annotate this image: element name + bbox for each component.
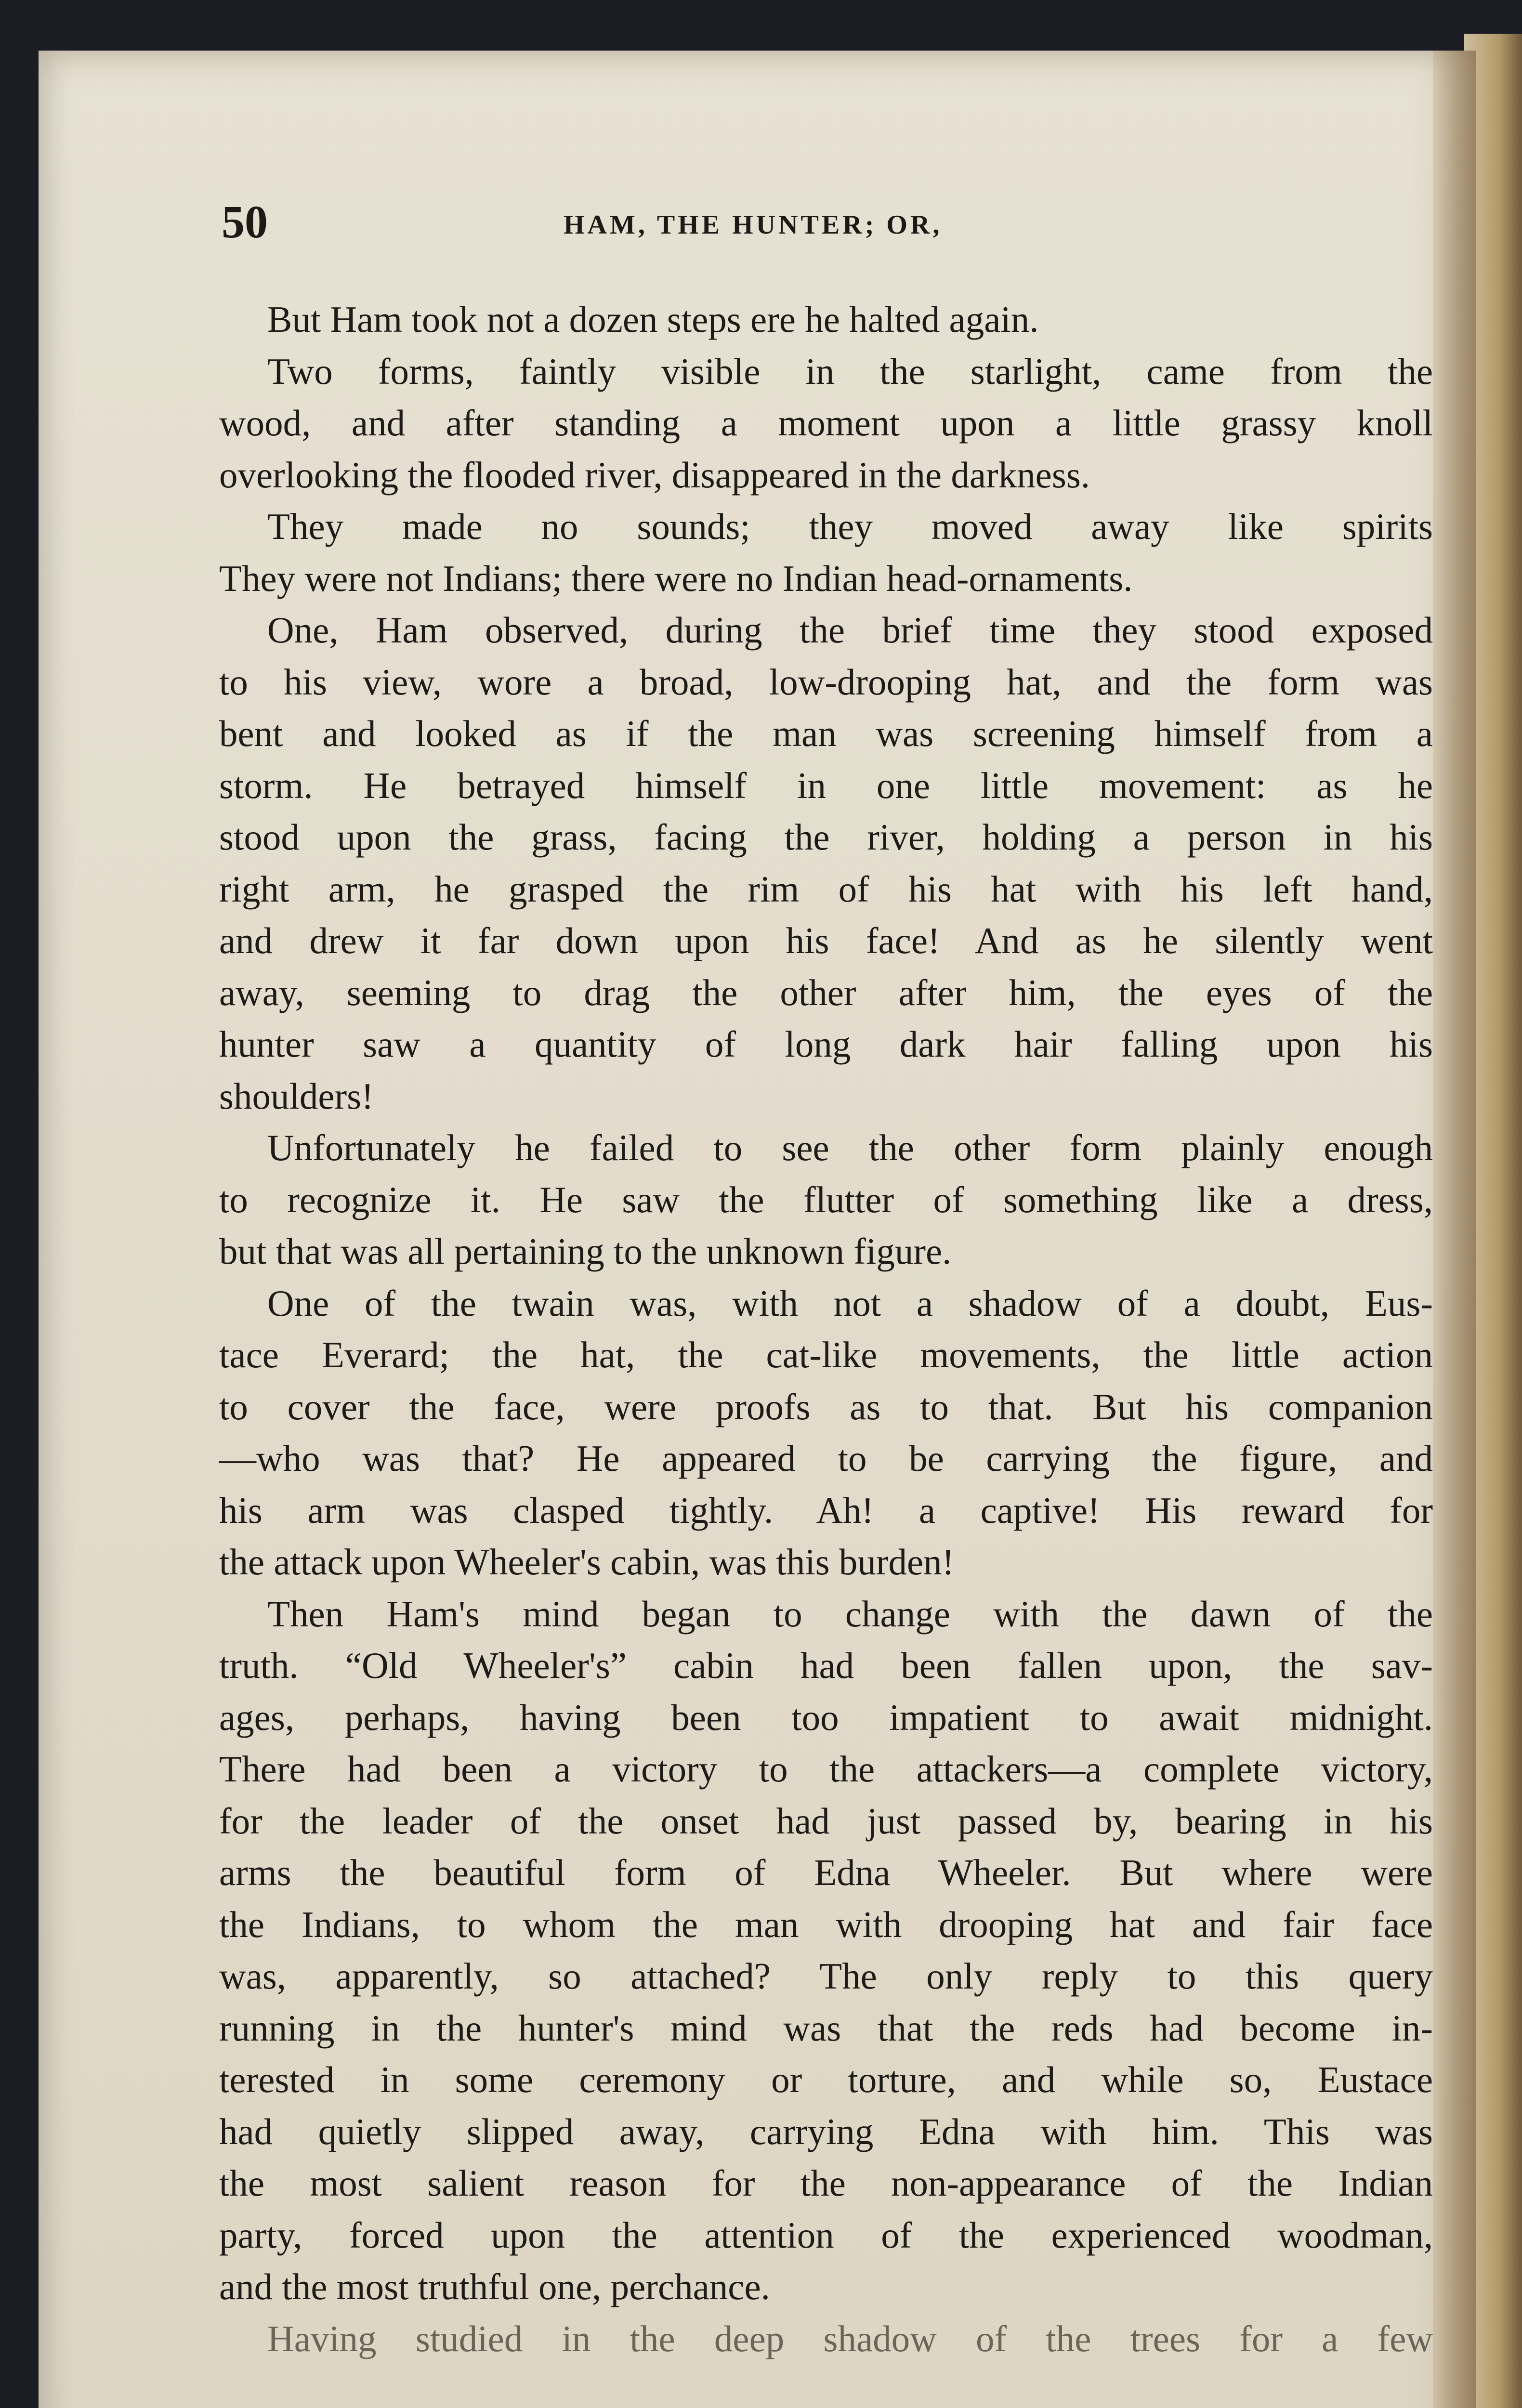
text-line: They made no sounds; they moved away like spirits bbox=[267, 506, 1433, 547]
text-line: wood, and after standing a moment upon a little grassy knoll bbox=[219, 402, 1433, 444]
text-line: and drew it far down upon his face! And as he silently went bbox=[219, 920, 1433, 961]
text-line: party, forced upon the attention of the experienced woodman, bbox=[219, 2214, 1433, 2256]
page-number: 50 bbox=[222, 196, 268, 248]
text-line: arms the beautiful form of Edna Wheeler. But where were bbox=[219, 1852, 1433, 1893]
text-line: —who was that? He appeared to be carrying the figure, and bbox=[219, 1438, 1433, 1479]
text-line: But Ham took not a dozen steps ere he halted again. bbox=[267, 299, 1039, 340]
text-line: to cover the face, were proofs as to that. But his companion bbox=[219, 1386, 1433, 1427]
text-line: tace Everard; the hat, the cat-like movements, the little action bbox=[219, 1334, 1433, 1375]
text-line: but that was all pertaining to the unknown figure. bbox=[219, 1230, 952, 1272]
text-line: the Indians, to whom the man with drooping hat and fair face bbox=[219, 1903, 1433, 1945]
text-line: had quietly slipped away, carrying Edna with him. This was bbox=[219, 2110, 1433, 2152]
text-line: They were not Indians; there were no Indian head-ornaments. bbox=[219, 557, 1133, 599]
text-line: for the leader of the onset had just passed by, bearing in his bbox=[219, 1800, 1433, 1842]
page-header bbox=[222, 195, 1474, 262]
body-text bbox=[219, 294, 1433, 2365]
text-line: Then Ham's mind began to change with the dawn of the bbox=[267, 1593, 1433, 1635]
text-line: terested in some ceremony or torture, and while so, Eustace bbox=[219, 2059, 1433, 2100]
text-line: shoulders! bbox=[219, 1075, 374, 1117]
text-line: his arm was clasped tightly. Ah! a captive! His reward for bbox=[219, 1489, 1433, 1531]
text-line: and the most truthful one, perchance. bbox=[219, 2266, 770, 2307]
text-line: Two forms, faintly visible in the starlight, came from the bbox=[267, 350, 1433, 392]
text-line: stood upon the grass, facing the river, holding a person in his bbox=[219, 816, 1433, 858]
text-line: was, apparently, so attached? The only reply to this query bbox=[219, 1955, 1433, 1997]
text-line: One of the twain was, with not a shadow of a doubt, Eus- bbox=[267, 1282, 1433, 1324]
text-line: to his view, wore a broad, low-drooping hat, and the form was bbox=[219, 661, 1433, 703]
text-line: There had been a victory to the attackers—a complete victory, bbox=[219, 1748, 1433, 1790]
running-title: HAM, THE HUNTER; OR, bbox=[564, 210, 943, 240]
text-line: Unfortunately he failed to see the other form plainly enough bbox=[267, 1127, 1433, 1168]
text-line: truth. “Old Wheeler's” cabin had been fallen upon, the sav- bbox=[219, 1645, 1433, 1686]
text-line: away, seeming to drag the other after him, the eyes of the bbox=[219, 971, 1433, 1013]
text-line: running in the hunter's mind was that the reds had become in- bbox=[219, 2007, 1433, 2049]
text-line: One, Ham observed, during the brief time they stood exposed bbox=[267, 609, 1433, 651]
text-line: bent and looked as if the man was screening himself from a bbox=[219, 713, 1433, 754]
text-line: the most salient reason for the non-appearance of the Indian bbox=[219, 2162, 1433, 2204]
text-line: overlooking the flooded river, disappeared in the darkness. bbox=[219, 454, 1090, 496]
text-line: ages, perhaps, having been too impatient to await midnight. bbox=[219, 1696, 1433, 1738]
text-line: Having studied in the deep shadow of the trees for a few bbox=[267, 2317, 1433, 2359]
text-line: hunter saw a quantity of long dark hair falling upon his bbox=[219, 1023, 1433, 1065]
text-line: storm. He betrayed himself in one little movement: as he bbox=[219, 764, 1433, 806]
text-line: to recognize it. He saw the flutter of something like a dress, bbox=[219, 1178, 1433, 1220]
text-line: right arm, he grasped the rim of his hat with his left hand, bbox=[219, 868, 1433, 910]
text-line: the attack upon Wheeler's cabin, was this burden! bbox=[219, 1541, 955, 1583]
page-gutter-shadow bbox=[1433, 51, 1476, 2408]
